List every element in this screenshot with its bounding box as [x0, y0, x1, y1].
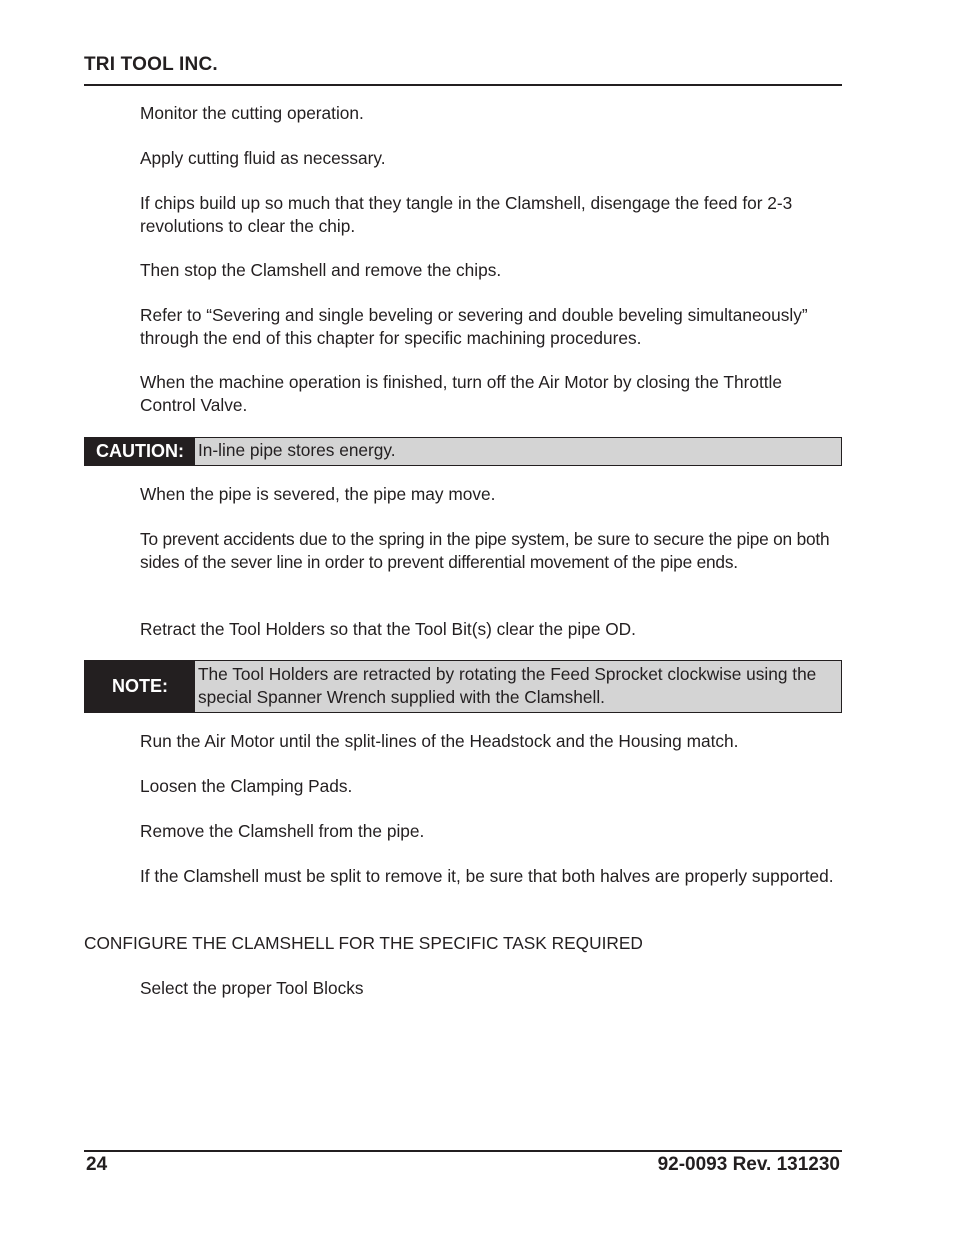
- step-turn-off-motor: When the machine operation is finished, turn off the Air Motor by closing the Throttle Control Valve.: [140, 372, 782, 415]
- step-pipe-move: When the pipe is severed, the pipe may move.: [140, 484, 496, 504]
- company-header: TRI TOOL INC.: [84, 54, 218, 75]
- step-select-tool-blocks: Select the proper Tool Blocks: [140, 978, 364, 998]
- step-refer-procedures: Refer to “Severing and single beveling or severing and double beveling simultaneously” through the end of this chapter for specific machining procedures.: [140, 305, 808, 348]
- footer-divider: [84, 1150, 842, 1152]
- step-monitor-cutting: Monitor the cutting operation.: [140, 103, 364, 123]
- document-number: 92-0093 Rev. 131230: [657, 1154, 840, 1175]
- step-split-clamshell: If the Clamshell must be split to remove it, be sure that both halves are properly supported.: [140, 866, 834, 886]
- step-remove-clamshell: Remove the Clamshell from the pipe.: [140, 821, 425, 841]
- page-number: 24: [86, 1154, 108, 1175]
- step-secure-pipe: To prevent accidents due to the spring in the pipe system, be sure to secure the pipe on both sides of the sever line in order to prevent differential movement of the pipe ends.: [140, 529, 830, 572]
- section-heading: CONFIGURE THE CLAMSHELL FOR THE SPECIFIC TASK REQUIRED: [84, 933, 643, 953]
- step-clear-chips: If chips build up so much that they tangle in the Clamshell, disengage the feed for 2-3 revolutions to clear the chip.: [140, 193, 793, 236]
- note-box: [84, 660, 842, 713]
- step-retract-holders: Retract the Tool Holders so that the Tool Bit(s) clear the pipe OD.: [140, 619, 636, 639]
- step-run-motor: Run the Air Motor until the split-lines of the Headstock and the Housing match.: [140, 731, 739, 751]
- caution-box: [84, 437, 842, 466]
- step-loosen-pads: Loosen the Clamping Pads.: [140, 776, 353, 796]
- step-remove-chips: Then stop the Clamshell and remove the chips.: [140, 260, 502, 280]
- caution-text: In-line pipe stores energy.: [198, 440, 396, 460]
- header-divider: [84, 84, 842, 86]
- note-label: NOTE:: [85, 661, 195, 712]
- step-apply-fluid: Apply cutting fluid as necessary.: [140, 148, 386, 168]
- caution-label: CAUTION:: [85, 438, 195, 465]
- note-text: The Tool Holders are retracted by rotating the Feed Sprocket clockwise using the special Spanner Wrench supplied with the Clamshell.: [198, 664, 817, 707]
